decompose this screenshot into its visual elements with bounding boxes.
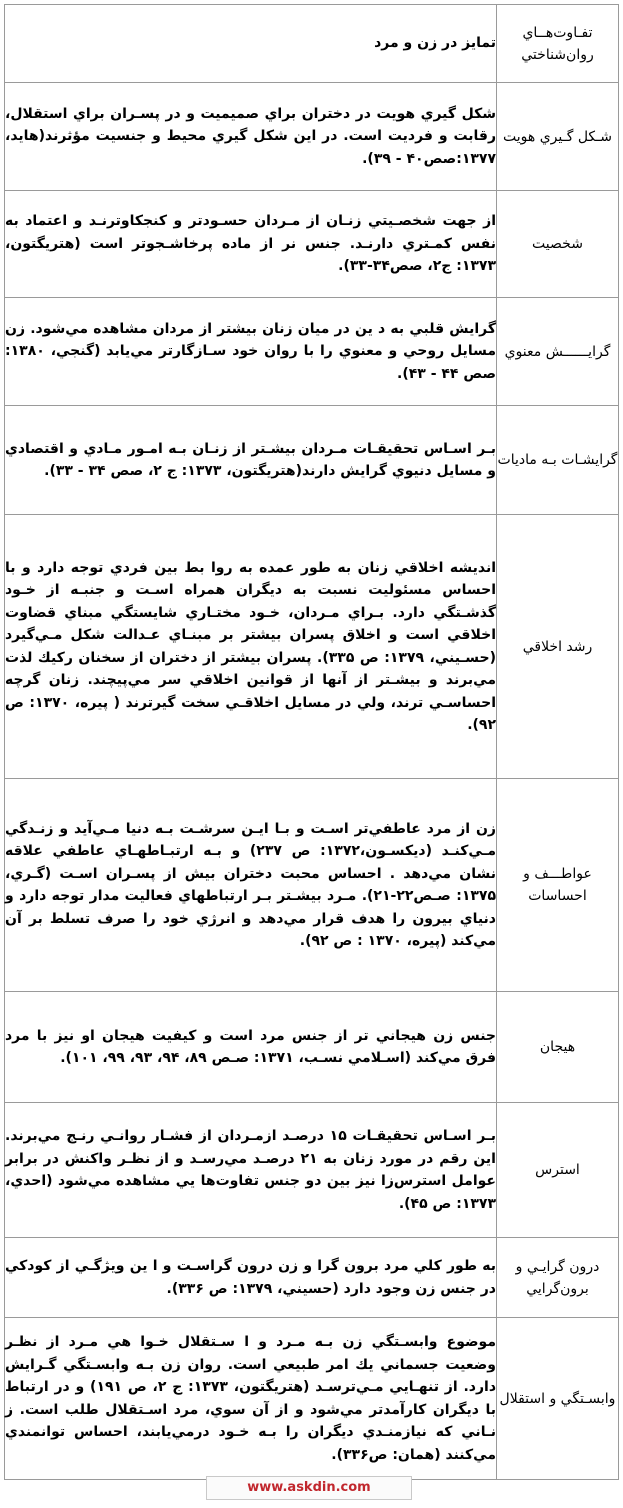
header-desc-cell: تمايز در زن و مرد [5, 5, 497, 83]
row-description: به طور كلي مرد برون گرا و زن درون گراسـت و ا ين ويژگـي از كودكي در جنس زن وجود دارد (حسيني، ۱۳۷۹: ص ۳۳۶). [5, 1238, 497, 1318]
row-label: گرايــــــش معنوي [497, 298, 619, 406]
row-label: گرايشـات بـه ماديات [497, 406, 619, 515]
row-label: شـکل گـيري هويت [497, 83, 619, 191]
askdin-watermark-link[interactable]: www.askdin.com [206, 1476, 412, 1500]
row-description: زن از مرد عاطفي‌تر اسـت و بـا ايـن سرشـت بـه دنيا مـي‌آيد و زنـدگي مـي‌كنـد (ديكسـون،۱۳۷۲: ص ۲۳۷) و بـه ارتبـاطهـاي عاطفي علاقه نشان مي‌دهد . احساس محبت دختران بيش از پسـران اسـت (گـري، ۱۳۷۵: صـص۲۲-۲۱). مـرد بيشـتر بـر ارتباطهاي فعاليت مدار توجه دارد و دنياي بيرون را هدف قرار مي‌دهد و انرژي خود را صرف تسلط بر آن مي‌كند (پيره، ۱۳۷۰ : ص ۹۲). [5, 779, 497, 992]
row-label: رشد اخلاقي [497, 515, 619, 779]
row-description: جنس زن هيجاني تر از جنس مرد است و كيفيت هيجان او نيز با مرد فرق مي‌كند (اسـلامي نسـب، ۱۳۷۱: صـص ۸۹، ۹۴، ۹۳، ۹۹، ۱۰۱). [5, 992, 497, 1103]
table-header-row [5, 5, 619, 83]
row-description: بـر اسـاس تحقيقـات مـردان بيشـتر از زنـان بـه امـور مـادي و اقتصادي و مسايل دنيوي گرايش دارند(هتريگتون، ۱۳۷۳: ج ۲، صص ۳۴ - ۳۳). [5, 406, 497, 515]
table-row [5, 1238, 619, 1318]
row-description: گرايش قلبي به د ين در ميان زنان بيشتر از مردان مشاهده مي‌شود. زن مسايل روحي و معنوي را با روان خود سـازگارتر مي‌يابد (گنجي، ۱۳۸۰: صص ۴۴ - ۴۳). [5, 298, 497, 406]
table-row [5, 1318, 619, 1480]
row-description: موضوع وابسـتگي زن بـه مـرد و ا سـتقلال خـوا هي مـرد از نظـر وضعيت جسماني يك امر طبيعي است. روان زن بـه وابسـتگي گـرايش دارد. از تنهـايي مـي‌ترسـد (هتريگتون، ۱۳۷۳: ج ۲، ص ۱۹۱) و در ارتباط با ديگران کارآمدتر مي‌شود و از آن سوي، مرد اسـتقلال طلب است. ز نـاني كه نيازمنـدي ديگران را بـه خـود درمي‌يابند، احساس توانمندي مي‌كنند (همان: ص۳۳۶). [5, 1318, 497, 1480]
row-description: از جهت شخصـيتي زنـان از مـردان حسـودتر و كنجكاوترنـد و اعتماد به نفس كمـتري دارنـد. جنس نر از ماده پرخاشـجوتر است (هتريگتون، ۱۳۷۳: ج۲، صص۳۴-۳۳). [5, 191, 497, 298]
comparison-table [4, 4, 619, 1480]
row-label: هيجان [497, 992, 619, 1103]
row-label: عواطـــف و احساسات [497, 779, 619, 992]
row-description: بـر اسـاس تحقيقـات ۱۵ درصـد ازمـردان از فشـار روانـي رنـج مي‌برند. اين رقم در مورد زنان به ۲۱ درصـد مي‌رسـد و از نظـر واکنش در برابر عوامل استرس‌زا نيز بين دو جنس تفاوت‌ها يي مشاهده مي‌شود (احدي، ۱۳۷۳: ص ۴۵). [5, 1103, 497, 1238]
row-label: استرس [497, 1103, 619, 1238]
row-label: وابسـتگي و استقلال [497, 1318, 619, 1480]
table-row [5, 406, 619, 515]
table-row [5, 779, 619, 992]
table-row [5, 83, 619, 191]
table-row [5, 992, 619, 1103]
row-label: شخصيت [497, 191, 619, 298]
table-row [5, 191, 619, 298]
table-row [5, 298, 619, 406]
row-description: شكل گيري هويت در دختران براي صميميت و در پسـران براي استقلال، رقابت و فرديت است. در اين شکل گيري محيط و جنسيت مؤثرند(هايد، ۱۳۷۷:صص۴۰ - ۳۹). [5, 83, 497, 191]
row-label: درون گرايـي و برون‌گرايي [497, 1238, 619, 1318]
table-row [5, 1103, 619, 1238]
row-description: انديشه اخلاقي زنان به طور عمده به روا بط بين فردي توجه دارد و با احساس مسئوليت نسبت به ديگران همراه اسـت و جنبـه از خـود گذشـتگي دارد. بـراي مـردان، خـود مختـاري شايستگي مبناي قضاوت اخلاقي است و اخلاق پسران بيشتر بر مبنـاي عـدالت شكل مـي‌گيرد (حسـيني، ۱۳۷۹: ص ۳۳۵). پسران بيشتر از دختران از سخنان ركيك لذت مي‌برند و بيشـتر از آنها از قوانين اخلاقي سر مي‌پيچند. زنان گرچه احساسـي ترند، ولي در مسايل اخلاقـي سخت گيرترند ( پيره، ۱۳۷۰: ص ۹۲). [5, 515, 497, 779]
table-row [5, 515, 619, 779]
header-label-cell: تفـاوت‌هــاي روان‌شناختي [497, 5, 619, 83]
